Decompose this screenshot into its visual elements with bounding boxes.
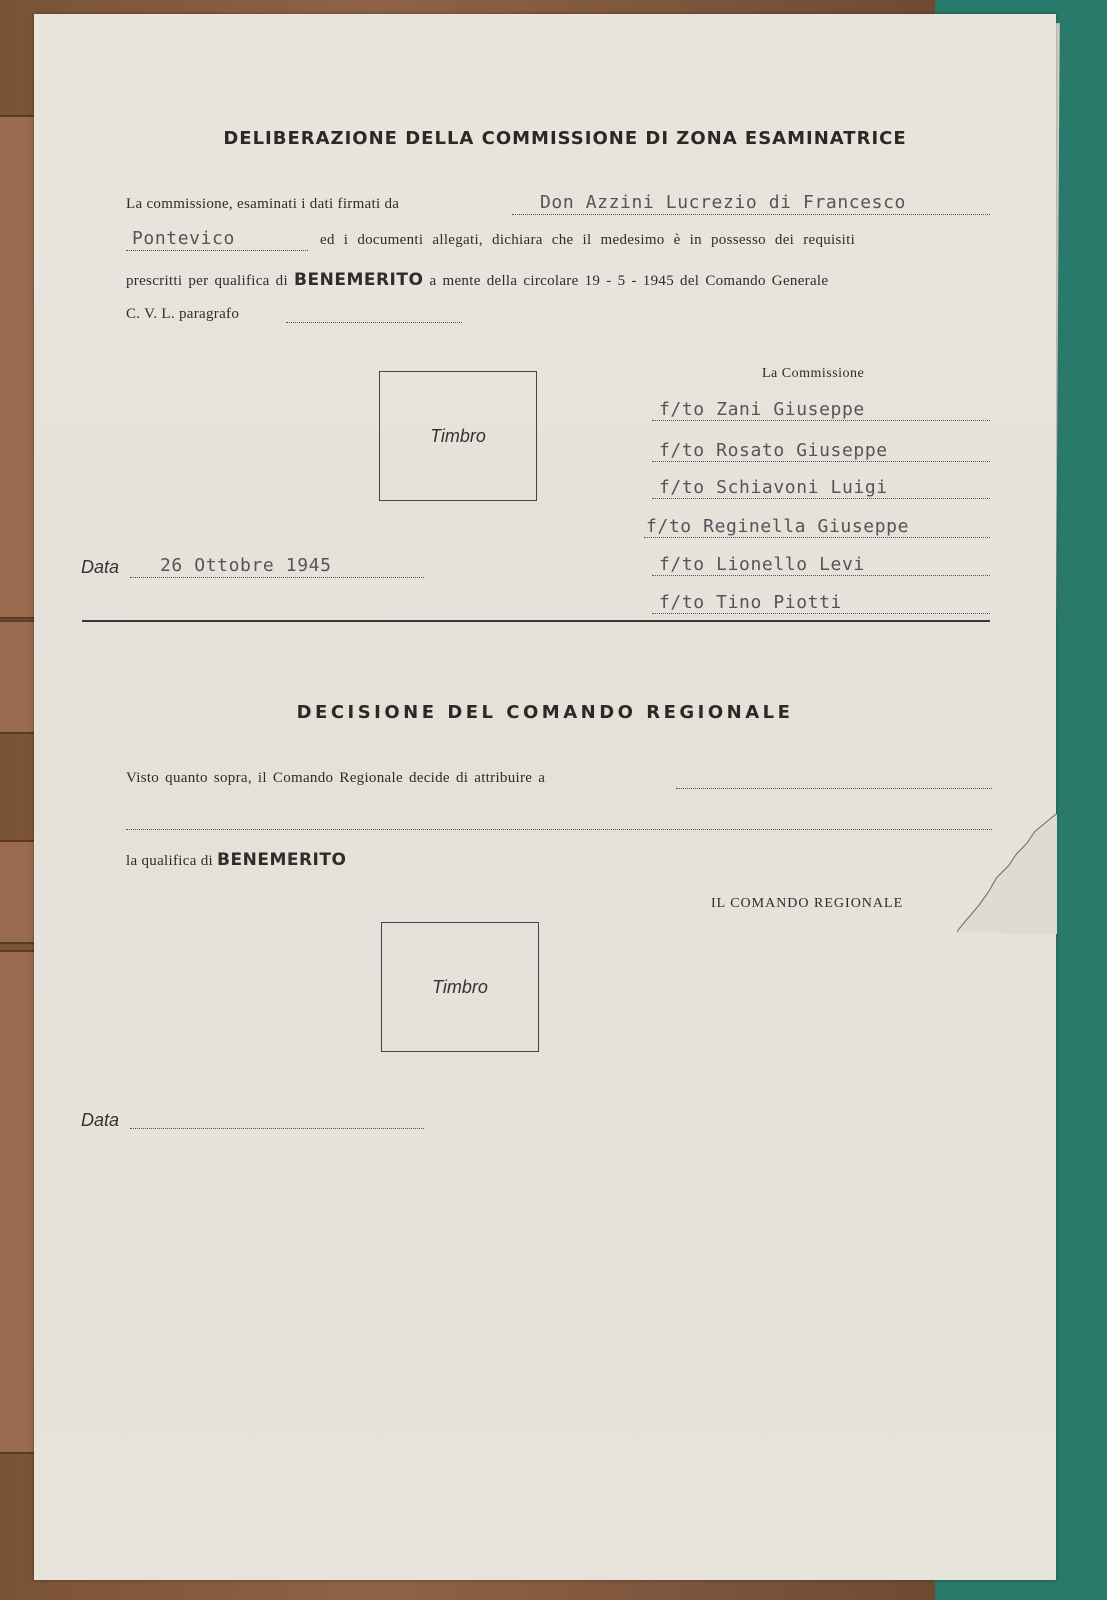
name-dotted-line — [126, 829, 992, 830]
section2-line3-prefix: la qualifica di — [126, 853, 213, 869]
date-value-1: 26 Ottobre 1945 — [160, 555, 332, 576]
signer-dotted-line — [512, 214, 990, 215]
signature-line — [652, 613, 990, 614]
signature-line — [644, 537, 990, 538]
date-label-2: Data — [81, 1110, 120, 1130]
signature-6: f/to Tino Piotti — [659, 592, 842, 613]
signature-4: f/to Reginella Giuseppe — [646, 516, 910, 537]
stamp-label-2: Timbro — [432, 976, 488, 997]
section2-line3 — [126, 850, 346, 870]
signature-line — [652, 498, 990, 499]
folder-tab — [0, 950, 34, 1454]
stamp-box-2 — [381, 922, 539, 1052]
qualifica-benemerito-2: BENEMERITO — [217, 850, 347, 870]
folder-tab — [0, 620, 34, 734]
section1-line1-prefix: La commissione, esaminati i dati firmati da — [126, 196, 400, 212]
place-name: Pontevico — [132, 228, 235, 249]
signature-line — [652, 461, 990, 462]
section1-line2: ed i documenti allegati, dichiara che il medesimo è in possesso dei requisiti — [320, 232, 856, 248]
section1-line3-prefix: prescritti per qualifica di — [126, 273, 288, 289]
signature-3: f/to Schiavoni Luigi — [659, 477, 888, 498]
section1-title: DELIBERAZIONE DELLA COMMISSIONE DI ZONA ESAMINATRICE — [223, 128, 907, 149]
section1-line4-prefix: C. V. L. paragrafo — [126, 306, 240, 322]
section2-line1: Visto quanto sopra, il Comando Regionale decide di attribuire a — [126, 770, 546, 786]
signature-5: f/to Lionello Levi — [659, 554, 865, 575]
attribuire-dotted-line — [676, 788, 992, 789]
section1-line3-suffix: a mente della circolare 19 - 5 - 1945 del Comando Generale — [429, 273, 829, 289]
place-dotted-line — [126, 250, 308, 251]
date-dotted-line-1 — [130, 577, 424, 578]
command-label: IL COMANDO REGIONALE — [711, 896, 904, 911]
signature-1: f/to Zani Giuseppe — [659, 399, 865, 420]
folder-tab — [0, 115, 34, 619]
section2-title: DECISIONE DEL COMANDO REGIONALE — [296, 702, 794, 723]
signature-line — [652, 420, 990, 421]
commission-label: La Commissione — [762, 366, 865, 381]
stamp-label: Timbro — [430, 425, 486, 446]
qualifica-benemerito: BENEMERITO — [294, 270, 424, 290]
paper-tear — [957, 814, 1057, 934]
signer-name: Don Azzini Lucrezio di Francesco — [540, 192, 906, 213]
date-dotted-line-2 — [130, 1128, 424, 1129]
section1-line3 — [126, 270, 828, 290]
signature-line — [652, 575, 990, 576]
signature-2: f/to Rosato Giuseppe — [659, 440, 888, 461]
document-page — [34, 14, 1056, 1580]
stamp-box — [379, 371, 537, 501]
section-divider — [82, 620, 990, 622]
date-label-1: Data — [81, 557, 120, 577]
paragrafo-dotted-line — [286, 322, 462, 323]
folder-tab — [0, 840, 34, 944]
